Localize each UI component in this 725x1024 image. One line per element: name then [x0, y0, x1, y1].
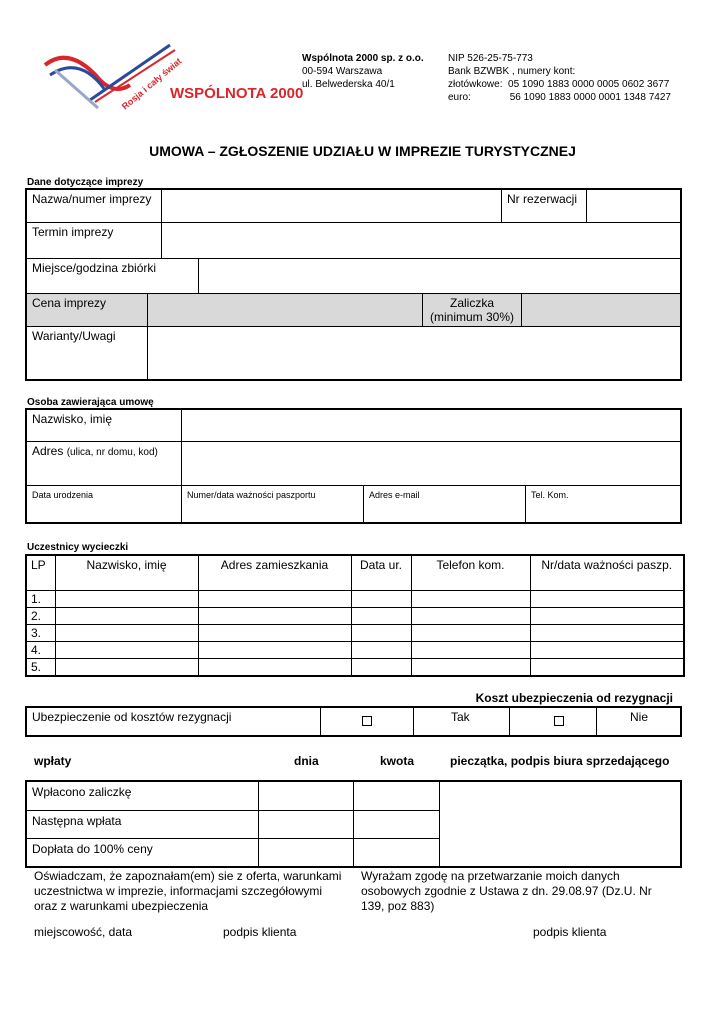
reservation-label: Nr rezerwacji: [501, 189, 587, 223]
header-lp: LP: [26, 555, 55, 590]
email-field[interactable]: [363, 485, 526, 523]
reservation-field[interactable]: [586, 189, 681, 223]
insurance-yes-label: Tak: [413, 707, 510, 736]
event-date-label: Termin imprezy: [26, 222, 162, 259]
row-phone-cell[interactable]: [411, 624, 530, 641]
phone-field[interactable]: [525, 485, 681, 523]
row-passport-cell[interactable]: [530, 641, 684, 658]
company-postal: 00-594 Warszawa: [302, 66, 383, 77]
declaration-terms: [34, 869, 341, 914]
event-date-field[interactable]: [161, 222, 681, 259]
header-name: Nazwisko, imię: [55, 555, 198, 590]
row-birth-cell[interactable]: [351, 641, 411, 658]
row-address-cell[interactable]: [198, 658, 351, 676]
row-name-cell[interactable]: [55, 658, 198, 676]
account-eur: euro: 56 1090 1883 0000 0001 1348 7427: [448, 92, 671, 103]
company-bank: Bank BZWBK , numery kont:: [448, 66, 576, 77]
amount-col-label: kwota: [380, 754, 415, 768]
client-address-label-text: Adres: [32, 444, 64, 458]
email-label: Adres e-mail: [369, 490, 420, 500]
account-pln: złotówkowe: 05 1090 1883 0000 0005 0602 3677: [448, 79, 670, 90]
logo-slogan: Rosja i cały świat: [119, 55, 184, 112]
meeting-label: Miejsce/godzina zbiórki: [26, 258, 199, 294]
row-name-cell[interactable]: [55, 607, 198, 624]
row-name-cell[interactable]: [55, 590, 198, 607]
insurance-yes-checkbox[interactable]: [362, 716, 372, 726]
row-number: 1.: [26, 590, 55, 607]
bank-info: [448, 52, 671, 104]
phone-label: Tel. Kom.: [531, 490, 569, 500]
declaration-terms-line2: uczestnictwa w imprezie, informacjami szczegółowymi: [34, 884, 323, 898]
row-passport-cell[interactable]: [530, 590, 684, 607]
payment-next-label: Następna wpłata: [26, 810, 259, 839]
company-nip: NIP 526-25-75-773: [448, 53, 533, 64]
declaration-data-line2: osobowych zgodnie z Ustawa z dn. 29.08.97 (Dz.U. Nr: [361, 884, 652, 898]
row-address-cell[interactable]: [198, 607, 351, 624]
logo-brand: WSPÓLNOTA 2000: [170, 85, 304, 102]
stamp-col-label: pieczątka, podpis biura sprzedającego: [450, 754, 670, 768]
passport-field[interactable]: [181, 485, 364, 523]
table-row: [26, 658, 684, 676]
insurance-no-checkbox[interactable]: [554, 716, 564, 726]
row-number: 5.: [26, 658, 55, 676]
deposit-field[interactable]: [521, 293, 681, 327]
declaration-data-line3: 139, poz 883): [361, 899, 435, 913]
birth-date-field[interactable]: [26, 485, 182, 523]
table-row: [26, 641, 684, 658]
table-row: [26, 607, 684, 624]
payment-deposit-day[interactable]: [258, 781, 354, 811]
declaration-data-line1: Wyrażam zgodę na przetwarzanie moich danych: [361, 869, 620, 883]
deposit-label-text: Zaliczka: [449, 296, 494, 310]
payment-deposit-amount[interactable]: [353, 781, 440, 811]
declaration-terms-line1: Oświadczam, że zapoznałam(em) sie z oferta, warunkami: [34, 869, 342, 883]
passport-label: Numer/data ważności paszportu: [187, 490, 316, 500]
section-participants: Uczestnicy wycieczki: [27, 542, 129, 553]
row-passport-cell[interactable]: [530, 607, 684, 624]
client-signature-2: podpis klienta: [533, 925, 607, 939]
payment-final-label: Dopłata do 100% ceny: [26, 838, 259, 867]
insurance-no-label: Nie: [596, 707, 681, 736]
row-phone-cell[interactable]: [411, 607, 530, 624]
client-name-label: Nazwisko, imię: [26, 409, 182, 442]
row-number: 4.: [26, 641, 55, 658]
table-row: [26, 624, 684, 641]
payment-final-day[interactable]: [258, 838, 354, 867]
notes-field[interactable]: [147, 326, 681, 380]
price-label: Cena imprezy: [26, 293, 148, 327]
client-address-field[interactable]: [181, 441, 681, 486]
meeting-field[interactable]: [198, 258, 681, 294]
row-birth-cell[interactable]: [351, 607, 411, 624]
declaration-data: [361, 869, 652, 914]
event-name-field[interactable]: [161, 189, 502, 223]
header-passport: Nr/data ważności paszp.: [530, 555, 684, 590]
payment-final-amount[interactable]: [353, 838, 440, 867]
row-birth-cell[interactable]: [351, 624, 411, 641]
section-event: Dane dotyczące imprezy: [27, 177, 144, 188]
client-name-field[interactable]: [181, 409, 681, 442]
row-address-cell[interactable]: [198, 624, 351, 641]
table-row: [26, 590, 684, 607]
row-birth-cell[interactable]: [351, 590, 411, 607]
place-date-label: miejscowość, data: [34, 925, 133, 939]
payments-col-label: wpłaty: [34, 754, 72, 768]
client-signature-1: podpis klienta: [223, 925, 297, 939]
row-passport-cell[interactable]: [530, 624, 684, 641]
header-birth: Data ur.: [351, 555, 411, 590]
insurance-header: Koszt ubezpieczenia od rezygnacji: [475, 691, 673, 705]
deposit-note: (minimum 30%): [429, 310, 514, 324]
row-number: 3.: [26, 624, 55, 641]
declaration-terms-line3: oraz z warunkami ubezpieczenia: [34, 899, 209, 913]
row-name-cell[interactable]: [55, 641, 198, 658]
row-phone-cell[interactable]: [411, 641, 530, 658]
stamp-field[interactable]: [439, 781, 681, 867]
notes-label: Warianty/Uwagi: [26, 326, 148, 380]
client-address-hint: (ulica, nr domu, kod): [66, 447, 158, 458]
event-name-label: Nazwa/numer imprezy: [26, 189, 162, 223]
company-logo: [40, 40, 304, 115]
company-street: ul. Belwederska 40/1: [302, 79, 395, 90]
row-passport-cell[interactable]: [530, 658, 684, 676]
row-birth-cell[interactable]: [351, 658, 411, 676]
participants-table: [25, 554, 685, 677]
day-col-label: dnia: [294, 754, 319, 768]
deposit-label: [422, 293, 522, 327]
page-title: UMOWA – ZGŁOSZENIE UDZIAŁU W IMPREZIE TURYSTYCZNEJ: [149, 143, 576, 159]
payment-deposit-label: Wpłacono zaliczkę: [26, 781, 259, 811]
row-name-cell[interactable]: [55, 624, 198, 641]
header-address: Adres zamieszkania: [198, 555, 351, 590]
price-field[interactable]: [147, 293, 423, 327]
section-client: Osoba zawierająca umowę: [27, 397, 154, 408]
row-number: 2.: [26, 607, 55, 624]
insurance-label: Ubezpieczenie od kosztów rezygnacji: [26, 707, 321, 736]
header-phone: Telefon kom.: [411, 555, 530, 590]
participants-header-row: [26, 555, 684, 590]
insurance-no-cell[interactable]: [509, 707, 597, 736]
row-address-cell[interactable]: [198, 590, 351, 607]
payment-next-amount[interactable]: [353, 810, 440, 839]
company-name: Wspólnota 2000 sp. z o.o.: [302, 53, 424, 64]
payment-next-day[interactable]: [258, 810, 354, 839]
birth-date-label: Data urodzenia: [32, 490, 94, 500]
row-phone-cell[interactable]: [411, 658, 530, 676]
client-address-label: [26, 441, 182, 486]
company-info: [302, 52, 424, 91]
row-address-cell[interactable]: [198, 641, 351, 658]
row-phone-cell[interactable]: [411, 590, 530, 607]
